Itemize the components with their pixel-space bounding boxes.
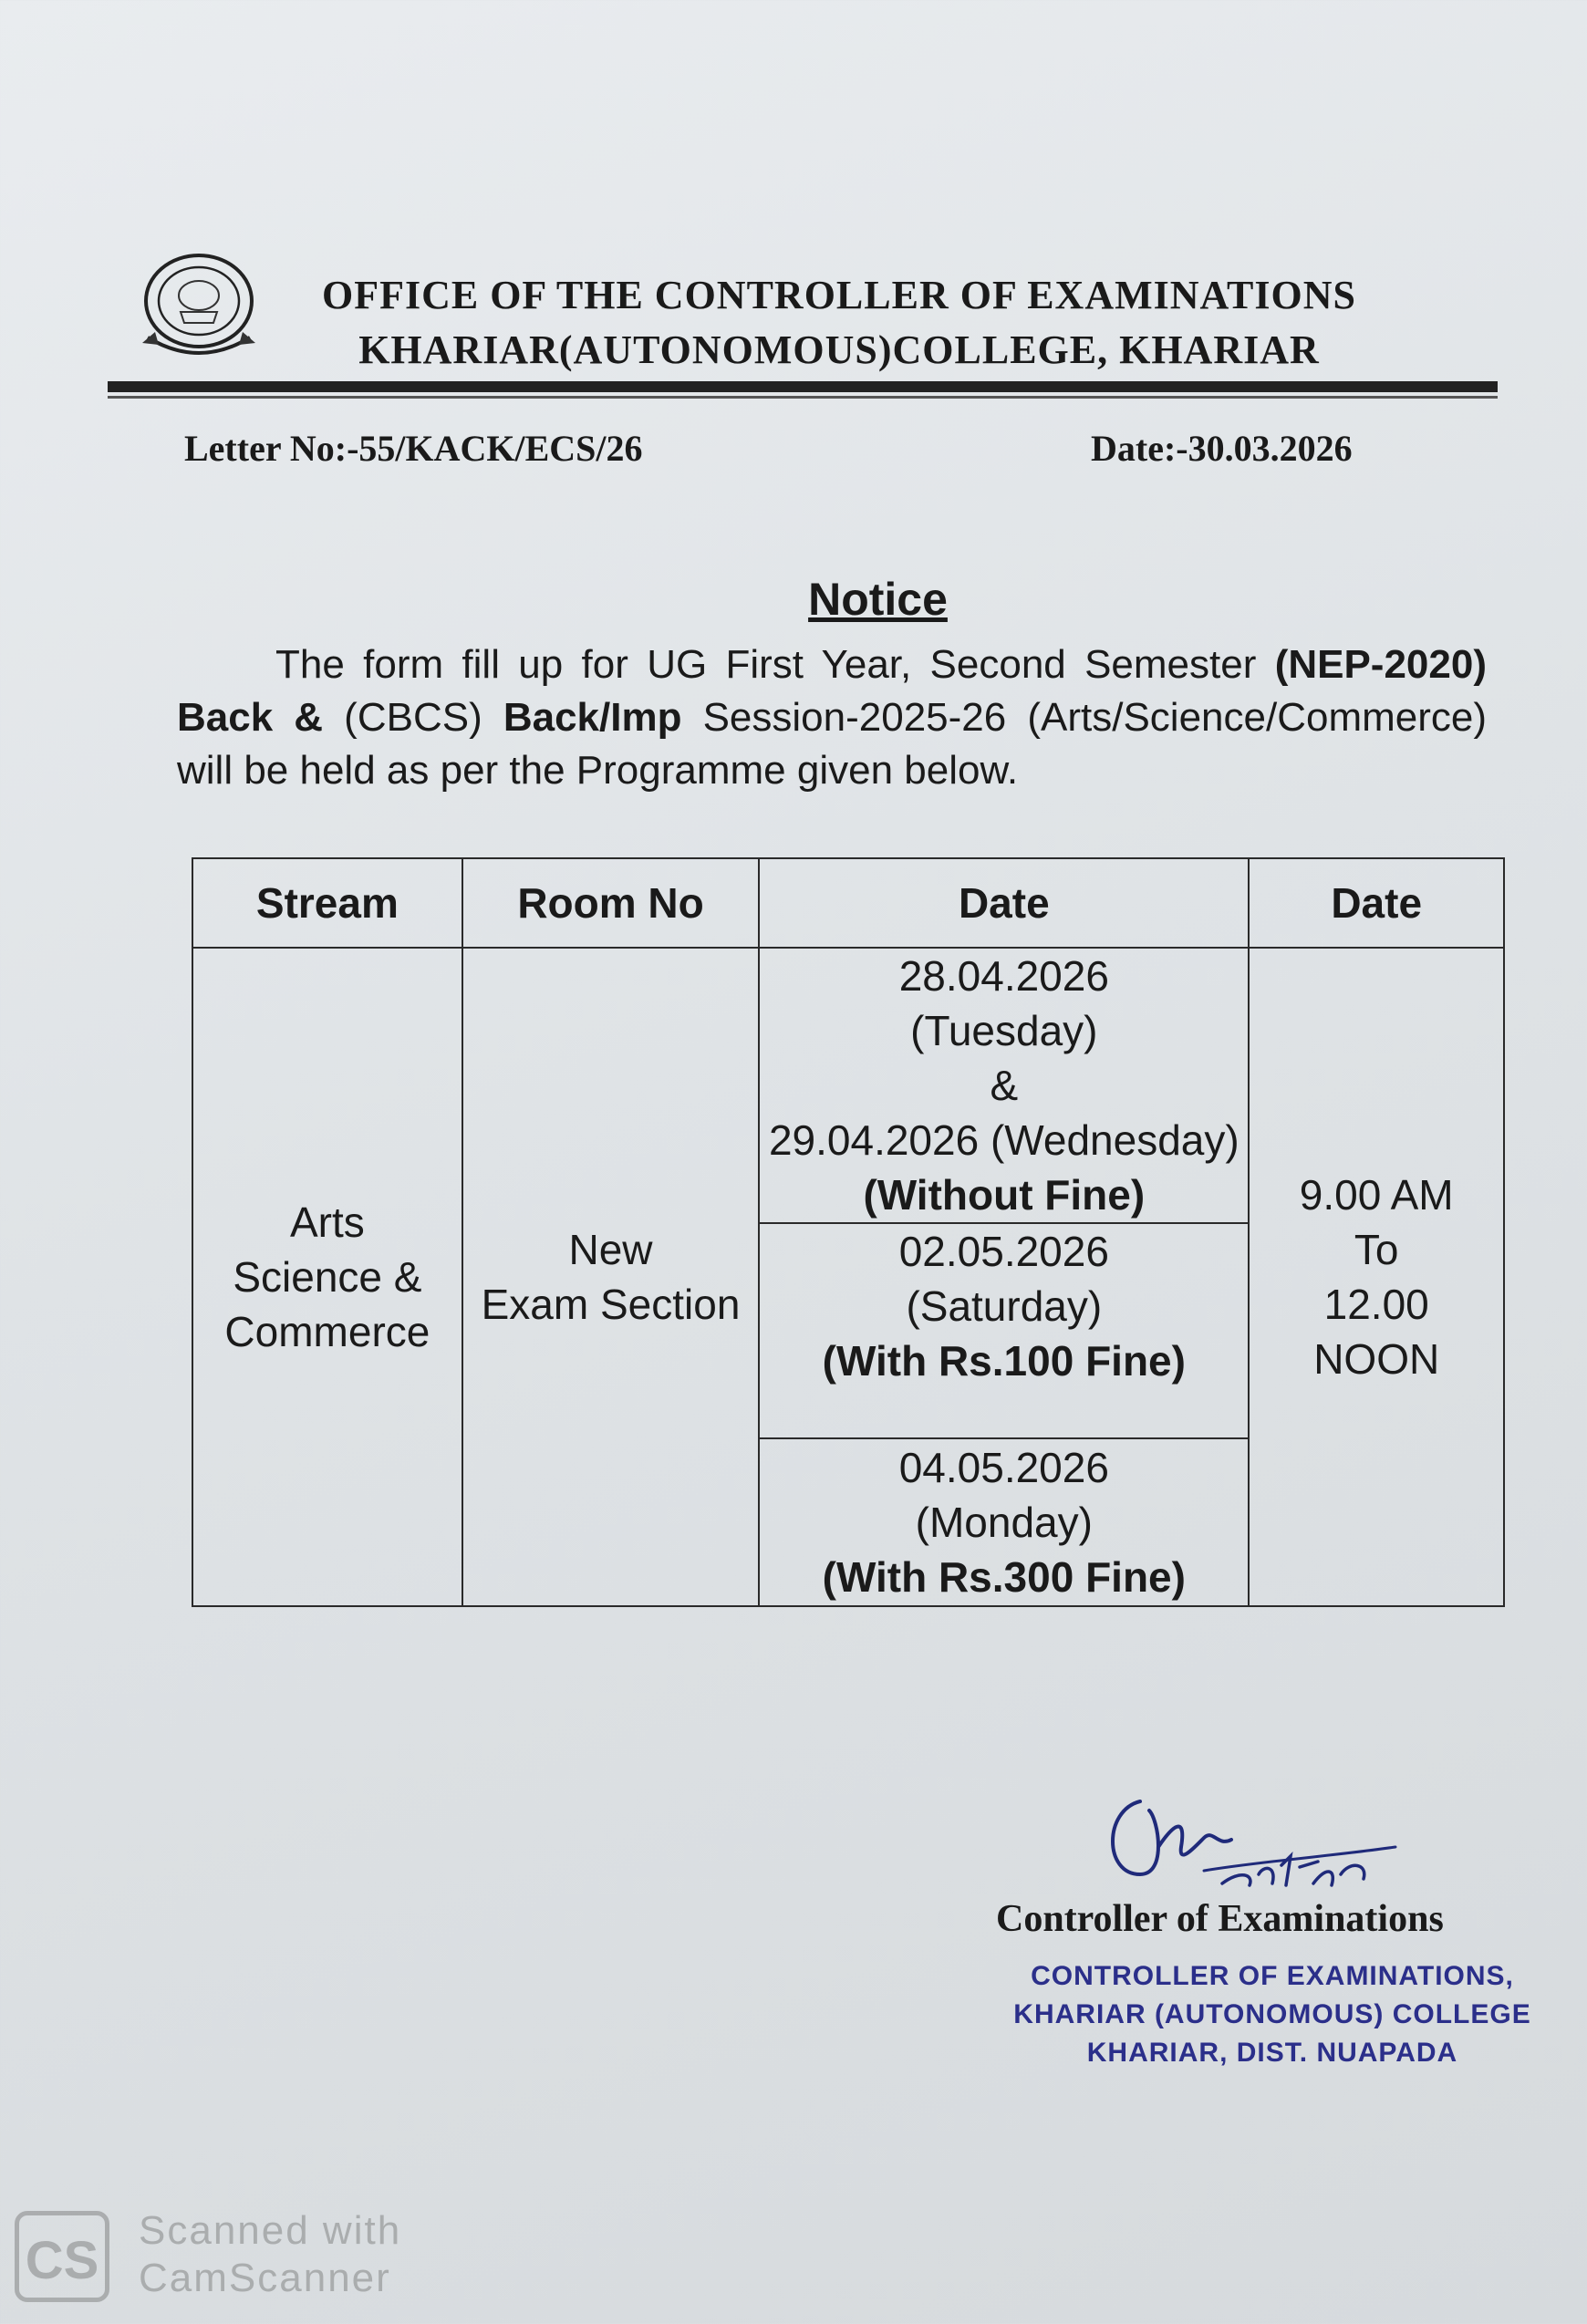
date-line: & — [990, 1062, 1019, 1109]
notice-body-text-3: Session-2025-26 (Arts/Science/Commerce) will be held as per the Programme given below. — [177, 695, 1488, 793]
stamp-line: KHARIAR, DIST. NUAPADA — [1086, 2038, 1458, 2068]
table-row — [192, 948, 1504, 1223]
room-cell — [462, 948, 759, 1606]
date-line: 04.05.2026 — [898, 1444, 1109, 1491]
signature-label: Controller of Examinations — [996, 1898, 1444, 1940]
time-line: 9.00 AM — [1299, 1171, 1454, 1219]
letter-date: Date:-30.03.2026 — [1091, 428, 1353, 469]
camscanner-logo: CS — [15, 2211, 109, 2302]
date-slot-2 — [759, 1223, 1249, 1438]
college-seal-logo — [135, 248, 263, 365]
stream-line: Arts — [290, 1198, 365, 1246]
room-line: Exam Section — [481, 1281, 741, 1328]
notice-body-text-1: The form fill up for UG First Year, Second Semester — [275, 642, 1275, 687]
fine-label: (With Rs.100 Fine) — [822, 1337, 1186, 1385]
header-time: Date — [1249, 858, 1504, 948]
notice-title: Notice — [808, 574, 948, 625]
date-line: 29.04.2026 (Wednesday) — [768, 1116, 1240, 1164]
college-title: KHARIAR(AUTONOMOUS)COLLEGE, KHARIAR — [358, 327, 1320, 372]
stream-line: Science & — [233, 1253, 422, 1301]
letter-number: Letter No:-55/KACK/ECS/26 — [184, 428, 643, 469]
fine-label: (With Rs.300 Fine) — [822, 1553, 1186, 1601]
handwritten-signature — [1094, 1783, 1423, 1911]
watermark-line: Scanned with — [139, 2208, 402, 2253]
table-header-row — [192, 858, 1504, 948]
header-room-no: Room No — [462, 858, 759, 948]
time-line: To — [1354, 1226, 1399, 1273]
programme-table — [192, 857, 1505, 1607]
date-line: (Tuesday) — [910, 1007, 1098, 1054]
stream-line: Commerce — [224, 1308, 430, 1355]
date-slot-3 — [759, 1438, 1249, 1606]
notice-body — [177, 638, 1487, 797]
room-line: New — [568, 1226, 653, 1273]
time-line: 12.00 NOON — [1313, 1281, 1440, 1383]
date-line: (Monday) — [915, 1499, 1093, 1546]
stamp-line: CONTROLLER OF EXAMINATIONS, — [1031, 1961, 1514, 1991]
time-cell — [1249, 948, 1504, 1606]
date-line: 02.05.2026 — [898, 1228, 1109, 1275]
header-date: Date — [759, 858, 1249, 948]
notice-body-bold-1: (NEP-2020) Back & — [177, 642, 1487, 740]
office-stamp — [1003, 1957, 1541, 2072]
watermark-line: CamScanner — [139, 2256, 391, 2300]
fine-label: (Without Fine) — [863, 1171, 1146, 1219]
date-line: (Saturday) — [906, 1282, 1103, 1330]
date-slot-1 — [759, 948, 1249, 1223]
header-rule-thin — [108, 396, 1498, 399]
camscanner-watermark — [139, 2207, 401, 2302]
stamp-line: KHARIAR (AUTONOMOUS) COLLEGE — [1013, 1999, 1531, 2029]
header-rule-thick — [108, 381, 1498, 392]
stream-cell — [192, 948, 462, 1606]
notice-body-bold-2: Back/Imp — [503, 695, 682, 740]
date-line: 28.04.2026 — [898, 952, 1109, 1000]
header-stream: Stream — [192, 858, 462, 948]
notice-body-text-2: (CBCS) — [323, 695, 503, 740]
office-title: OFFICE OF THE CONTROLLER OF EXAMINATIONS — [321, 273, 1356, 317]
